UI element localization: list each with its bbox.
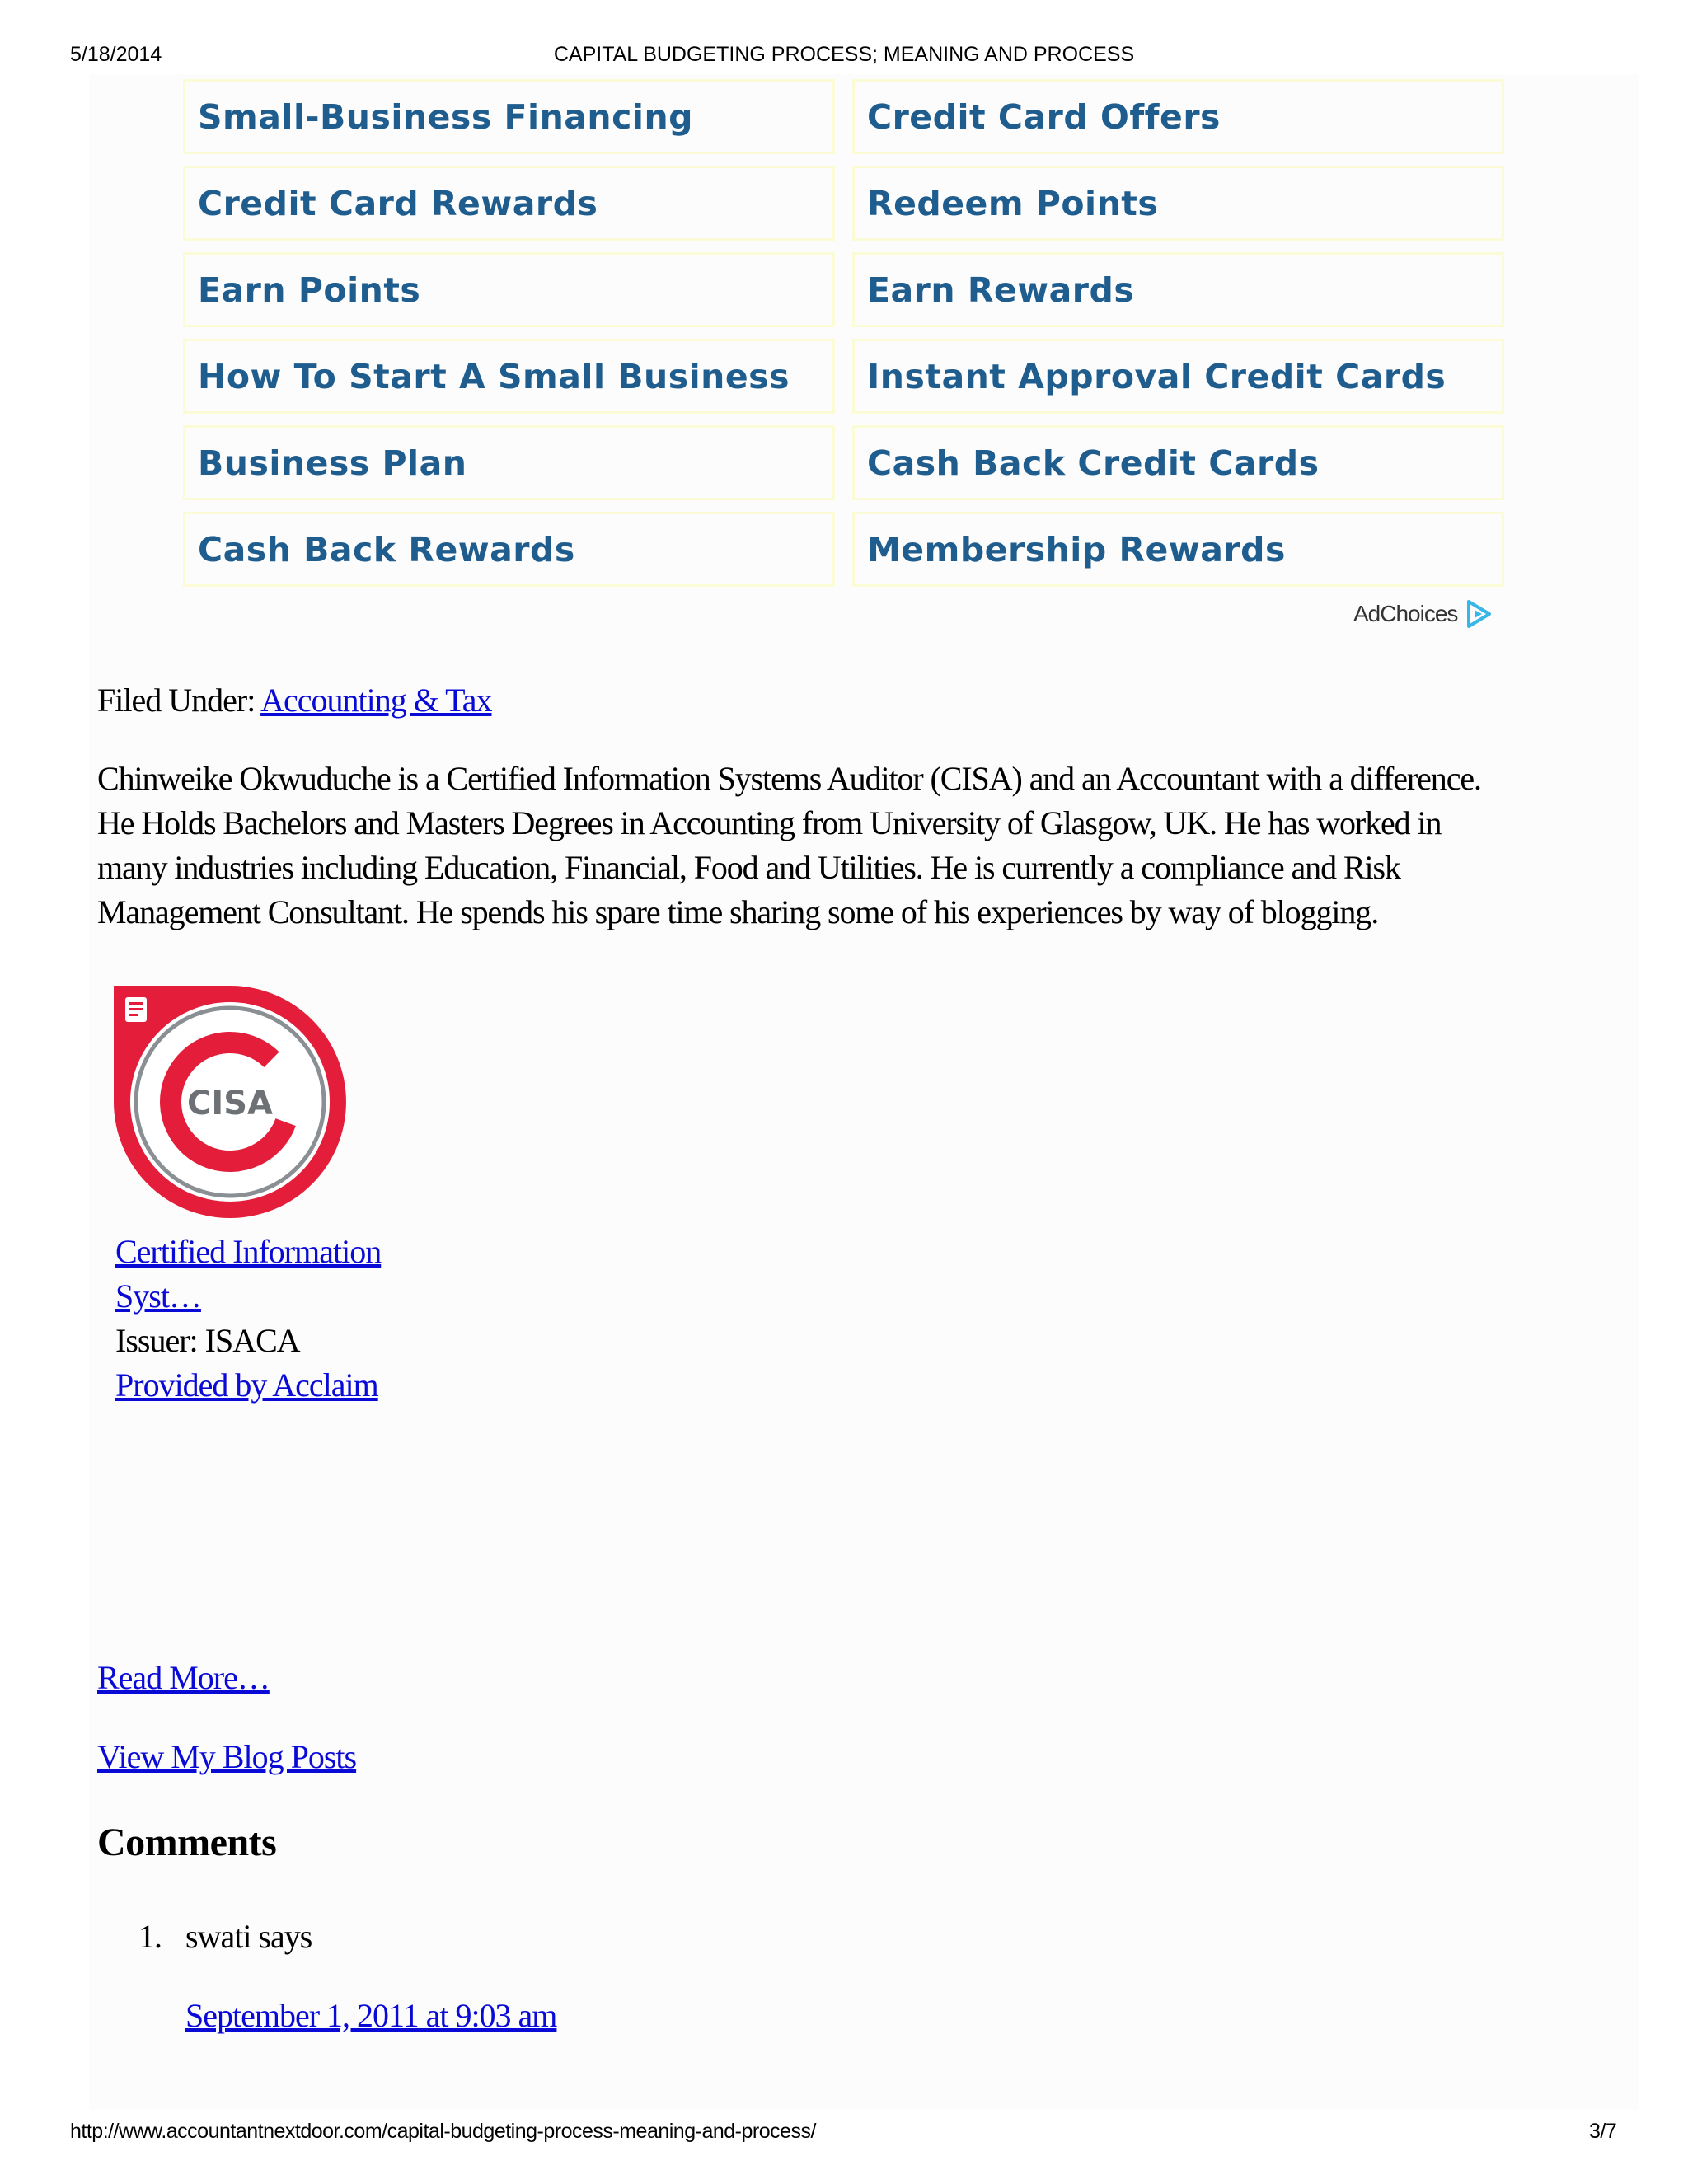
ad-link[interactable]: Cash Back Credit Cards (852, 425, 1504, 500)
filed-under (97, 681, 492, 719)
print-date: 5/18/2014 (70, 43, 162, 66)
adchoices-link[interactable] (1353, 600, 1492, 628)
cert-name-link[interactable]: Certified Information (115, 1233, 382, 1270)
cert-issuer: Issuer: ISACA (115, 1322, 300, 1359)
ad-link[interactable]: Instant Approval Credit Cards (852, 339, 1504, 414)
comment-number: 1. (138, 1918, 162, 1955)
page-url: http://www.accountantnextdoor.com/capital-budgeting-process-meaning-and-process/ (70, 2120, 816, 2143)
comment-date-link[interactable]: September 1, 2011 at 9:03 am (185, 1997, 557, 2034)
print-title: CAPITAL BUDGETING PROCESS; MEANING AND PROCESS (553, 43, 1135, 66)
category-link[interactable]: Accounting & Tax (260, 682, 492, 719)
comment-author: swati says (185, 1918, 312, 1955)
print-header (0, 43, 1688, 71)
ad-link[interactable]: Business Plan (183, 425, 835, 500)
certification (115, 1230, 381, 1408)
view-blog-posts-link[interactable]: View My Blog Posts (97, 1738, 357, 1775)
ad-link[interactable]: Credit Card Rewards (183, 166, 835, 241)
ad-link[interactable]: Credit Card Offers (852, 79, 1504, 154)
bio-line: many industries including Education, Financial, Food and Utilities. He is currently a compliance and Risk (97, 849, 1400, 886)
cert-name-link[interactable]: Syst… (115, 1277, 201, 1315)
bio-line: Management Consultant. He spends his spare time sharing some of his experiences by way of blogging. (97, 893, 1379, 930)
ad-link[interactable]: Earn Rewards (852, 252, 1504, 327)
ad-link[interactable]: How To Start A Small Business (183, 339, 835, 414)
ad-link[interactable]: Redeem Points (852, 166, 1504, 241)
cisa-badge-icon[interactable] (114, 986, 346, 1218)
ad-link[interactable]: Earn Points (183, 252, 835, 327)
read-more-link[interactable]: Read More… (97, 1659, 270, 1696)
bio-line: He Holds Bachelors and Masters Degrees in Accounting from University of Glasgow, UK. He has worked in (97, 804, 1442, 841)
ad-link[interactable]: Small-Business Financing (183, 79, 835, 154)
bio-line: Chinweike Okwuduche is a Certified Information Systems Auditor (CISA) and an Accountant with a difference. (97, 760, 1481, 797)
ad-link[interactable]: Membership Rewards (852, 512, 1504, 587)
acclaim-link[interactable]: Provided by Acclaim (115, 1366, 378, 1404)
badge-text: CISA (186, 1085, 274, 1122)
adchoices-icon (1465, 600, 1492, 628)
filed-under-label: Filed Under: (97, 682, 261, 719)
page-number: 3/7 (1589, 2120, 1617, 2143)
adchoices-label: AdChoices (1353, 601, 1458, 626)
comments-heading: Comments (97, 1821, 277, 1864)
ad-link[interactable]: Cash Back Rewards (183, 512, 835, 587)
author-bio (97, 757, 1597, 935)
